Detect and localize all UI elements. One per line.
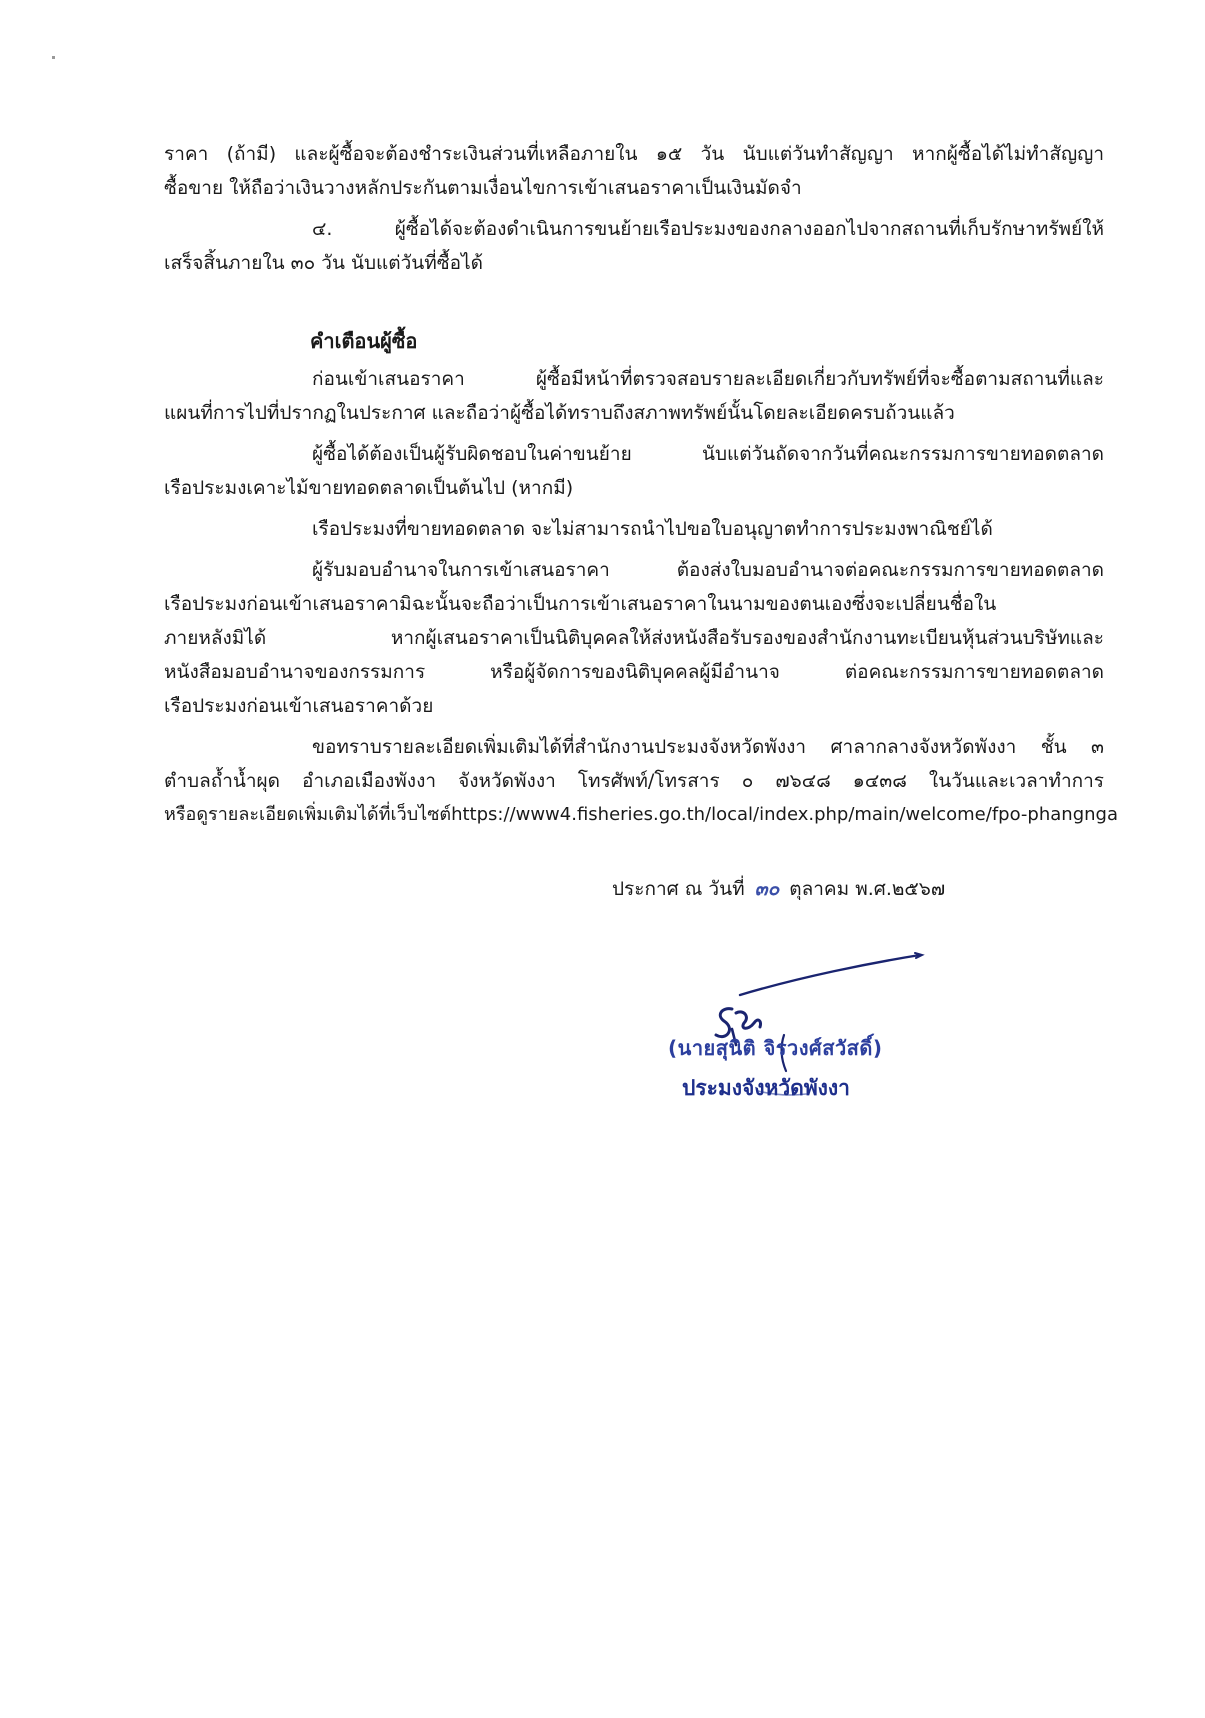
body-line-4: เสร็จสิ้นภายใน ๓๐ วัน นับแต่วันที่ซื้อได้: [164, 252, 483, 274]
warning-line-8: ภายหลังมิได้ หากผู้เสนอราคาเป็นนิติบุคคลให้ส่งหนังสือรับรองของสำนักงานทะเบียนหุ้นส่วนบริษัทและ: [164, 627, 1104, 649]
scan-speck: [52, 56, 55, 59]
warning-line-1: ก่อนเข้าเสนอราคา ผู้ซื้อมีหน้าที่ตรวจสอบรายละเอียดเกี่ยวกับทรัพย์ที่จะซื้อตามสถานที่และ: [312, 368, 1104, 390]
body-line-1: ราคา (ถ้ามี) และผู้ซื้อจะต้องชำระเงินส่วนที่เหลือภายใน ๑๕ วัน นับแต่วันทำสัญญา หากผู้ซื้อได้ไม่ทำสัญญา: [164, 143, 1104, 165]
warning-line-4: เรือประมงเคาะไม้ขายทอดตลาดเป็นต้นไป (หากมี): [164, 477, 574, 499]
warning-line-6: ผู้รับมอบอำนาจในการเข้าเสนอราคา ต้องส่งใบมอบอำนาจต่อคณะกรรมการขายทอดตลาด: [312, 559, 1104, 581]
warning-line-9: หนังสือมอบอำนาจของกรรมการ หรือผู้จัดการของนิติบุคคลผู้มีอำนาจ ต่อคณะกรรมการขายทอดตลาด: [164, 661, 1104, 683]
contact-line-1: ขอทราบรายละเอียดเพิ่มเติมได้ที่สำนักงานประมงจังหวัดพังงา ศาลากลางจังหวัดพังงา ชั้น ๓: [312, 736, 1104, 758]
handwritten-day: ๓๐: [754, 878, 780, 900]
warning-line-2: แผนที่การไปที่ปรากฏในประกาศ และถือว่าผู้ซื้อได้ทราบถึงสภาพทรัพย์นั้นโดยละเอียดครบถ้วนแล้ว: [164, 402, 955, 424]
warning-line-7: เรือประมงก่อนเข้าเสนอราคามิฉะนั้นจะถือว่าเป็นการเข้าเสนอราคาในนามของตนเองซึ่งจะเปลี่ยนชื่อใน: [164, 593, 997, 615]
warning-heading: คำเตือนผู้ซื้อ: [310, 329, 418, 353]
signatory-title: ประมงจังหวัดพังงา: [682, 1076, 850, 1100]
contact-website-line: หรือดูรายละเอียดเพิ่มเติมได้ที่เว็บไซต์https://www4.fisheries.go.th/local/index.php/main/welcome/fpo-phangnga: [164, 804, 1118, 825]
warning-line-10: เรือประมงก่อนเข้าเสนอราคาด้วย: [164, 695, 434, 717]
body-line-2: ซื้อขาย ให้ถือว่าเงินวางหลักประกันตามเงื่อนไขการเข้าเสนอราคาเป็นเงินมัดจำ: [164, 177, 802, 199]
contact-line-2: ตำบลถ้ำน้ำผุด อำเภอเมืองพังงา จังหวัดพังงา โทรศัพท์/โทรสาร ๐ ๗๖๔๘ ๑๔๓๘ ในวันและเวลาทำการ: [164, 770, 1104, 792]
announcement-date: [612, 872, 945, 906]
date-suffix: ตุลาคม พ.ศ.๒๕๖๗: [789, 878, 946, 900]
signatory-name: (นายสุนิติ จิรวงศ์สวัสดิ์): [668, 1036, 883, 1060]
warning-line-5: เรือประมงที่ขายทอดตลาด จะไม่สามารถนำไปขอใบอนุญาตทำการประมงพาณิชย์ได้: [312, 518, 993, 540]
warning-line-3: ผู้ซื้อได้ต้องเป็นผู้รับผิดชอบในค่าขนย้าย นับแต่วันถัดจากวันที่คณะกรรมการขายทอดตลาด: [312, 443, 1104, 465]
date-prefix: ประกาศ ณ วันที่: [612, 878, 745, 900]
body-line-3: ๔. ผู้ซื้อได้จะต้องดำเนินการขนย้ายเรือประมงของกลางออกไปจากสถานที่เก็บรักษาทรัพย์ให้: [312, 218, 1104, 240]
